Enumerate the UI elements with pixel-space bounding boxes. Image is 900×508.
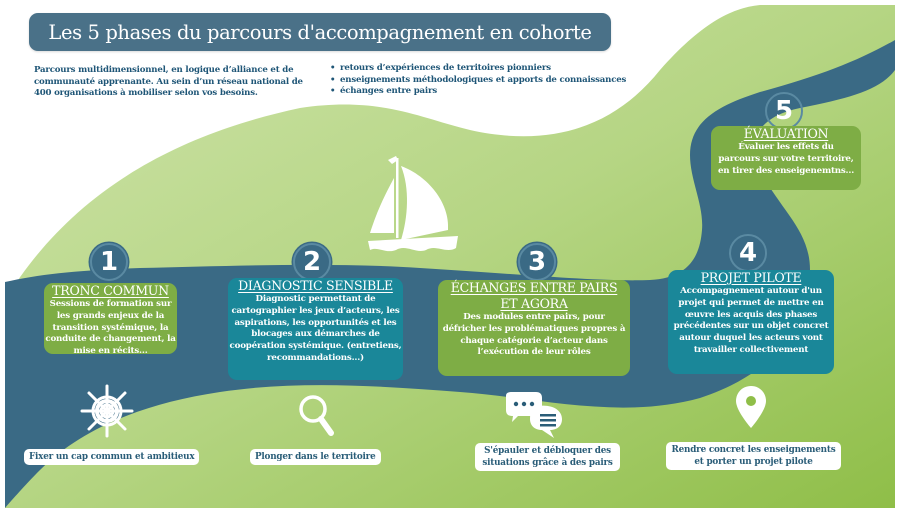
phase-5-text: Évaluer les effets du parcours sur votre territoire, en tirer des enseigenemtns... bbox=[717, 142, 855, 176]
phase-5-box bbox=[711, 126, 861, 190]
phase-3-box bbox=[438, 280, 630, 376]
map-pin-icon bbox=[735, 386, 767, 428]
phase-3-number: 3 bbox=[518, 243, 556, 281]
intro-text: Parcours multidimensionnel, en logique d’alliance et de communauté apprenante. Au sein d’un réseau national de 400 organisations à mobiliser selon vos besoins. bbox=[34, 65, 303, 98]
phase-1-text: Sessions de formation sur les grands enjeux de la transition systémique, la conduite de changement, la mise en récits... bbox=[45, 299, 176, 357]
bullet-item: • échanges entre pairs bbox=[330, 86, 626, 98]
phase-3-caption: S'épauler et débloquer des situations grâce à des pairs bbox=[475, 443, 620, 471]
bullet-item: • enseignements méthodologiques et apports de connaissances bbox=[330, 75, 626, 87]
phase-3-text: Des modules entre pairs, pour défricher les problématiques propres à chaque catégorie d’acteur dans l’exécution de leur rôles bbox=[442, 312, 626, 358]
phase-2-box bbox=[228, 278, 403, 380]
phase-2-number: 2 bbox=[293, 243, 331, 281]
phase-2-text: Diagnostic permettant de cartographier les jeux d’acteurs, les aspirations, les opportunités et les blocages aux démarches de coopération systémique. (entretiens, recommandations...) bbox=[229, 294, 402, 363]
phase-2-caption: Plonger dans le territoire bbox=[250, 449, 381, 465]
phase-1-caption: Fixer un cap commun et ambitieux bbox=[24, 449, 199, 465]
sailboat-icon bbox=[368, 148, 488, 253]
magnifier-icon bbox=[297, 393, 337, 439]
intro-bullets bbox=[330, 63, 626, 98]
page-title: Les 5 phases du parcours d'accompagnement en cohorte bbox=[29, 13, 611, 51]
phase-4-caption: Rendre concret les enseignements et porter un projet pilote bbox=[666, 442, 841, 470]
phase-4-title: PROJET PILOTE bbox=[700, 270, 802, 285]
phase-1-title: TRONC COMMUN bbox=[52, 283, 169, 298]
phase-1-box bbox=[44, 283, 177, 357]
phase-5-title: ÉVALUATION bbox=[743, 126, 829, 141]
ship-wheel-icon bbox=[80, 384, 134, 438]
bullet-item: • retours d’expériences de territoires pionniers bbox=[330, 63, 626, 75]
phase-1-number: 1 bbox=[90, 243, 128, 281]
chat-bubbles-icon bbox=[502, 392, 564, 438]
phase-4-number: 4 bbox=[729, 234, 767, 272]
phase-2-title: DIAGNOSTIC SENSIBLE bbox=[238, 278, 393, 293]
phase-4-text: Accompagnement autour d'un projet qui permet de mettre en œuvre les acquis des phases précédentes sur un objet concret autour duquel les acteurs vont travailler collectivement bbox=[673, 286, 829, 355]
phase-4-box bbox=[668, 270, 834, 374]
phase-3-title: ÉCHANGES ENTRE PAIRS ET AGORA bbox=[450, 280, 618, 311]
phase-5-number: 5 bbox=[765, 92, 803, 130]
